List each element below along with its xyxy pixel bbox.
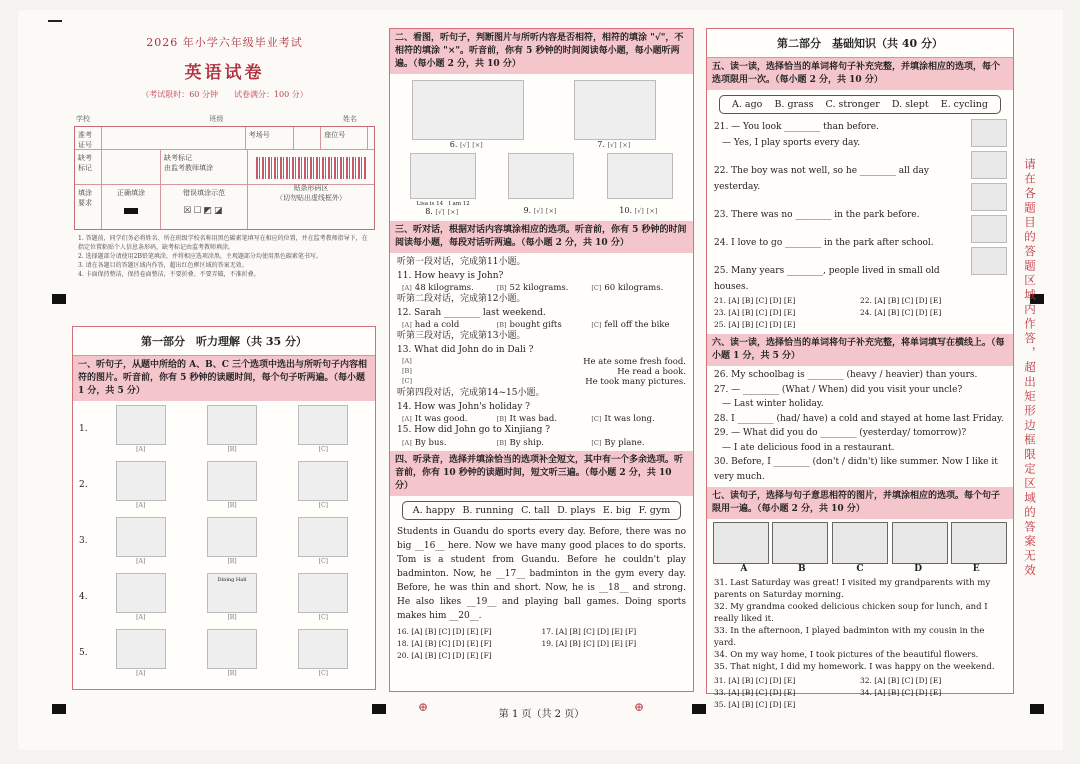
registration-mark bbox=[52, 294, 66, 304]
row-number: 2. bbox=[79, 480, 88, 490]
word-option: E. cycling bbox=[940, 99, 988, 110]
option-picture bbox=[116, 461, 166, 501]
column-left bbox=[72, 28, 377, 690]
corner-mark bbox=[48, 20, 62, 22]
note-item: 1. 答题前，同学们务必将姓名、所在班级学校名称用黑色碳素笔填写在相应的位置，并在监考教师指导下，在指定位置粘贴个人信息条形码，缺考标记由监考教师填涂。 bbox=[78, 235, 368, 251]
correct-fill-label: 正确填涂 bbox=[117, 189, 145, 197]
picture-label: E bbox=[972, 564, 980, 574]
seat-no-label: 座位号 bbox=[321, 127, 368, 149]
sticker-label: 贴条形码区 bbox=[293, 184, 329, 192]
sticker-note: （切勿贴出虚线框外） bbox=[276, 194, 346, 202]
picture-muscle bbox=[971, 119, 1007, 147]
sec3-line: 听第三段对话，完成第13小题。 bbox=[397, 331, 526, 341]
option-picture bbox=[116, 517, 166, 557]
picture-old-house bbox=[971, 247, 1007, 275]
option-label: [C] bbox=[591, 321, 602, 329]
answer-bubbles[interactable]: 35. [A] [B] [C] [D] [E] bbox=[714, 700, 796, 709]
sec6-question: — I ate delicious food in a restaurant. bbox=[722, 442, 895, 453]
option-label: [A] bbox=[402, 357, 412, 365]
picture-option[interactable] bbox=[278, 629, 369, 677]
sec5-questions bbox=[707, 119, 1013, 295]
question-22: 22. The boy was not well, so he ________ all day yesterday. bbox=[714, 166, 929, 192]
picture-d bbox=[892, 522, 948, 564]
sec4-passage: Students in Guandu do sports every day. Before, there was no big __16__ here. Now we have many good places to do sports. Tom is a student from Guandu. Before he couldn't play badminton. Now, he __17__ badminton in the gym every day. Before, he was thin and short. Now, he is __18__ and strong. He also likes __19__ and playing ball games. Doing sports makes him __20__. bbox=[397, 526, 686, 621]
word-option: A. ago bbox=[732, 99, 763, 110]
page-footer: 第 1 页（共 2 页） bbox=[498, 709, 585, 720]
picture-label: B bbox=[798, 564, 806, 574]
answer-option[interactable]: [B] 52 kilograms. bbox=[496, 283, 569, 293]
answer-option[interactable]: [C] fell off the bike bbox=[591, 320, 670, 330]
picture-option[interactable] bbox=[186, 517, 277, 565]
answer-bubbles[interactable]: 31. [A] [B] [C] [D] [E] bbox=[714, 676, 796, 685]
question-25: 25. Many years ________, people lived in small old houses. bbox=[714, 266, 940, 292]
absent-mark-box[interactable] bbox=[102, 150, 161, 184]
answer-bubbles[interactable]: 24. [A] [B] [C] [D] [E] bbox=[860, 308, 942, 317]
answer-bubbles[interactable]: 33. [A] [B] [C] [D] [E] bbox=[714, 688, 796, 697]
room-no-field[interactable] bbox=[294, 127, 321, 149]
word-option: C. stronger bbox=[825, 99, 880, 110]
picture-label: D bbox=[914, 564, 923, 574]
crosshair-icon: ⊕ bbox=[634, 700, 645, 714]
picture-c bbox=[832, 522, 888, 564]
sec2-title: 二、看图，听句子，判断图片与所听内容是否相符，相符的填涂 "√"，不相符的填涂 "×"。听音前，你有 5 秒钟的时间阅读每小题，每小题听两遍。（每小题 2 分，共 10 分） bbox=[390, 29, 693, 74]
absent-note: 缺考标记 由监考教师填涂 bbox=[161, 150, 248, 184]
answer-bubbles[interactable]: 19. [A] [B] [C] [D] [E] [F] bbox=[541, 638, 637, 648]
sec1-row bbox=[73, 513, 375, 569]
absent-mark-label: 缺考标记 bbox=[75, 150, 102, 184]
sec1-rows bbox=[73, 401, 375, 681]
sec3-line: 11. How heavy is John? bbox=[397, 270, 504, 281]
option-label: [A] bbox=[402, 284, 412, 292]
sec6-title: 六、读一读，选择恰当的单词将句子补充完整，将单词填写在横线上。（每小题 1 分，共 5 分） bbox=[707, 334, 1013, 366]
note-item: 2. 选择题部分请使用2B铅笔填涂，并将相应选项涂黑，主观题部分均使用黑色碳素笔书写。 bbox=[78, 253, 322, 260]
exam-title: 2026 年小学六年级毕业考试 bbox=[146, 36, 303, 49]
word-option: D. plays bbox=[557, 504, 596, 516]
answer-option[interactable]: [B] By ship. bbox=[496, 437, 544, 448]
option-picture bbox=[298, 461, 348, 501]
picture-sleeping bbox=[971, 151, 1007, 179]
column-right bbox=[706, 28, 1014, 709]
sec3-body bbox=[390, 253, 693, 448]
sec3-line: 听第四段对话，完成第14~15小题。 bbox=[397, 388, 545, 398]
option-label: [B] bbox=[496, 438, 507, 447]
answer-option[interactable]: [B] It was bad. bbox=[496, 414, 558, 424]
picture-option[interactable] bbox=[95, 405, 186, 453]
word-option: B. grass bbox=[774, 99, 814, 110]
sec6-question: 27. — ________ (What / When) did you visit your uncle? bbox=[714, 384, 963, 395]
name-row bbox=[76, 114, 357, 124]
picture-a bbox=[713, 522, 769, 564]
picture-cycling bbox=[971, 215, 1007, 243]
part1-box bbox=[72, 326, 376, 690]
answer-bubbles[interactable]: 25. [A] [B] [C] [D] [E] bbox=[714, 320, 796, 329]
sec1-title: 一、听句子，从题中所给的 A、B、C 三个选项中选出与所听句子内容相符的图片。听音前，你有 5 秒钟的读题时间，每个句子听两遍。（每小题 1 分，共 5 分） bbox=[73, 356, 375, 401]
option-picture bbox=[298, 573, 348, 613]
option-picture bbox=[207, 629, 257, 669]
row-number: 3. bbox=[79, 536, 88, 546]
word-option: B. running bbox=[462, 504, 514, 516]
option-label: [B] bbox=[227, 558, 237, 565]
part2-title: 第二部分 基础知识（共 40 分） bbox=[707, 29, 1013, 58]
option-picture bbox=[298, 629, 348, 669]
sec7-answers bbox=[707, 675, 1013, 711]
question-21: 21. — You look ________ than before. bbox=[714, 122, 879, 132]
option-label: [A] bbox=[402, 415, 412, 423]
option-picture bbox=[298, 517, 348, 557]
option-label: [A] bbox=[402, 438, 412, 447]
barcode-stripes bbox=[256, 157, 366, 179]
option-picture bbox=[207, 517, 257, 557]
wrong-fill bbox=[161, 185, 248, 229]
sec7-pictures bbox=[707, 519, 1013, 564]
answer-option[interactable]: [C] 60 kilograms. bbox=[591, 283, 664, 293]
picture-option[interactable] bbox=[95, 629, 186, 677]
sec4-title: 四、听录音，选择并填涂恰当的选项补全短文，其中有一个多余选项。听音前，你有 10 秒钟的读题时间，短文听三遍。（每小题 2 分，共 10 分） bbox=[390, 451, 693, 496]
option-label: [B] bbox=[402, 367, 412, 375]
sec5-options bbox=[719, 95, 1001, 114]
exam-meta: （考试限时：60 分钟 试卷满分：100 分） bbox=[141, 90, 308, 99]
house-picture bbox=[607, 153, 673, 199]
row-number: 4. bbox=[79, 592, 88, 602]
option-label: [C] bbox=[591, 438, 602, 447]
sec7-question: 32. My grandma cooked delicious chicken soup for lunch, and I really liked it. bbox=[714, 602, 988, 624]
answer-bubbles[interactable]: 17. [A] [B] [C] [D] [E] [F] bbox=[541, 626, 637, 636]
sec6-question: 29. — What did you do ________ (yesterday/ tomorrow)? bbox=[714, 428, 967, 438]
sec2-item: Lisa is 14 I am 12 8. [√] [×] bbox=[394, 153, 492, 216]
sec3-line: 12. Sarah ________ last weekend. bbox=[397, 307, 546, 318]
option-picture bbox=[207, 573, 257, 613]
sec3-line: 13. What did John do in Dali ? bbox=[397, 344, 534, 355]
sec3-line: 听第一段对话，完成第11小题。 bbox=[397, 257, 526, 267]
registration-mark bbox=[1030, 704, 1044, 714]
sec7-title: 七、读句子，选择与句子意思相符的图片，并填涂相应的选项。每个句子限用一遍。（每小题 2 分，共 10 分） bbox=[707, 487, 1013, 519]
sec6-questions bbox=[707, 366, 1013, 484]
registration-mark bbox=[692, 704, 706, 714]
option-label: [B] bbox=[227, 670, 237, 677]
info-table bbox=[74, 126, 375, 230]
swimming-picture bbox=[508, 153, 574, 199]
sec1-row bbox=[73, 457, 375, 513]
option-picture bbox=[116, 405, 166, 445]
empty-cell bbox=[248, 185, 374, 229]
sec2-item: 6. [√] [×] bbox=[394, 80, 542, 149]
picture-option[interactable] bbox=[278, 517, 369, 565]
option-picture bbox=[207, 405, 257, 445]
candidate-no-label: 准考证号 bbox=[75, 127, 102, 149]
sec7-question: 34. On my way home, I took pictures of the beautiful flowers. bbox=[714, 650, 979, 660]
sec5-pictures bbox=[971, 119, 1007, 275]
answer-bubbles[interactable]: 32. [A] [B] [C] [D] [E] bbox=[860, 676, 942, 685]
sec3-line: 14. How was John's holiday ? bbox=[397, 401, 530, 412]
picture-b bbox=[772, 522, 828, 564]
sec3-line: 15. How did John go to Xinjiang ? bbox=[397, 425, 551, 435]
answer-bubbles[interactable]: 18. [A] [B] [C] [D] [E] [F] bbox=[397, 638, 492, 648]
sec3-title: 三、听对话，根据对话内容填涂相应的选项。听音前，你有 5 秒钟的时间阅读每小题，每段对话听两遍。（每小题 2 分，共 10 分） bbox=[390, 221, 693, 253]
sec3-option[interactable]: [A] He ate some fresh food. bbox=[402, 357, 686, 367]
wrong-fill-label: 错误填涂示范 bbox=[183, 189, 225, 197]
seat-no-field[interactable] bbox=[368, 127, 374, 149]
classroom-picture bbox=[412, 80, 524, 140]
sec2-item: 9. [√] [×] bbox=[492, 153, 590, 216]
picture-e bbox=[951, 522, 1007, 564]
sec4-answers bbox=[390, 626, 693, 662]
sec2-row1 bbox=[390, 74, 693, 149]
fill-req-label: 填涂要求 bbox=[75, 185, 102, 229]
answer-option[interactable]: [B] bought gifts bbox=[496, 320, 562, 330]
sec3-option[interactable]: [B] He read a book. bbox=[402, 367, 686, 377]
picture-option[interactable] bbox=[95, 573, 186, 621]
picture-option[interactable] bbox=[186, 461, 277, 509]
correct-fill bbox=[102, 185, 161, 229]
class-label: 班级 bbox=[209, 115, 224, 123]
answer-option[interactable]: [C] By plane. bbox=[591, 437, 645, 448]
sec3-options bbox=[390, 438, 693, 448]
registration-mark bbox=[52, 704, 66, 714]
sec6-question: 28. I ________ (had/ have) a cold and stayed at home last Friday. bbox=[714, 413, 1004, 424]
word-option: F. gym bbox=[638, 504, 671, 516]
sec6-question: — Last winter holiday. bbox=[722, 399, 824, 409]
sec2-item: 10. [√] [×] bbox=[591, 153, 689, 216]
answer-option[interactable]: [A] 48 kilograms. bbox=[402, 283, 474, 293]
picture-option[interactable] bbox=[186, 405, 277, 453]
part1-title: 第一部分 听力理解（共 35 分） bbox=[73, 327, 375, 356]
sec3-line: 听第二段对话，完成第12小题。 bbox=[397, 294, 526, 304]
picture-grass bbox=[971, 183, 1007, 211]
answer-bubbles[interactable]: 22. [A] [B] [C] [D] [E] bbox=[860, 296, 942, 305]
sec2-item: 7. [√] [×] bbox=[542, 80, 690, 149]
sec7-labels bbox=[707, 564, 1013, 574]
answer-bubbles[interactable]: 23. [A] [B] [C] [D] [E] bbox=[714, 308, 796, 317]
answer-option[interactable]: [A] had a cold bbox=[402, 320, 460, 330]
answer-bubbles[interactable]: 34. [A] [B] [C] [D] [E] bbox=[860, 688, 942, 697]
option-label: [A] bbox=[136, 502, 146, 509]
sec3-options bbox=[390, 414, 693, 424]
two-girls-picture bbox=[410, 153, 476, 199]
option-label: [C] bbox=[318, 446, 328, 453]
filled-mark-icon bbox=[124, 208, 138, 214]
sec3-options bbox=[390, 320, 693, 330]
option-label: [B] bbox=[227, 614, 237, 621]
picture-option[interactable] bbox=[95, 461, 186, 509]
row-number: 5. bbox=[79, 648, 88, 658]
picture-label: C bbox=[856, 564, 864, 574]
option-label: [A] bbox=[136, 446, 146, 453]
sec3-options bbox=[390, 283, 693, 293]
sec1-row bbox=[73, 569, 375, 625]
sec1-row bbox=[73, 625, 375, 681]
picture-option[interactable] bbox=[278, 405, 369, 453]
picture-option[interactable] bbox=[95, 517, 186, 565]
option-label: [C] bbox=[318, 670, 328, 677]
word-option: D. slept bbox=[891, 99, 929, 110]
column-middle bbox=[389, 28, 694, 692]
option-label: [C] bbox=[591, 284, 602, 292]
sec2-row2 bbox=[390, 149, 693, 216]
picture-option[interactable] bbox=[278, 573, 369, 621]
candidate-no-field[interactable] bbox=[102, 127, 246, 149]
question-21-reply: — Yes, I play sports every day. bbox=[722, 138, 861, 148]
answer-option[interactable]: [A] By bus. bbox=[402, 437, 447, 448]
crosshair-icon: ⊕ bbox=[418, 700, 429, 714]
barcode-area bbox=[248, 150, 374, 202]
wrong-fill-examples-icon: ☒☐◩◪ bbox=[183, 206, 225, 216]
room-no-label: 考场号 bbox=[246, 127, 295, 149]
answer-option[interactable]: [C] It was long. bbox=[591, 414, 655, 424]
subject-title: 英语试卷 bbox=[184, 63, 265, 83]
sec7-questions bbox=[707, 574, 1013, 673]
word-option: A. happy bbox=[412, 504, 455, 516]
option-label: [C] bbox=[402, 377, 413, 385]
option-label: [B] bbox=[496, 321, 507, 329]
sec6-question: 30. Before, I ________ (don't / didn't) like summer. Now I like it very much. bbox=[714, 457, 998, 482]
question-23: 23. There was no ________ in the park before. bbox=[714, 210, 920, 220]
note-item: 3. 请在各题目的答题区域内作答，超出红色框区域的答案无效。 bbox=[78, 262, 248, 269]
answer-bubbles[interactable]: 20. [A] [B] [C] [D] [E] [F] bbox=[397, 650, 492, 660]
word-option: C. tall bbox=[521, 504, 550, 516]
picture-option[interactable] bbox=[278, 461, 369, 509]
option-label: [C] bbox=[591, 415, 602, 423]
option-label: [A] bbox=[136, 670, 146, 677]
option-label: [B] bbox=[496, 415, 507, 423]
answer-bubbles[interactable]: 21. [A] [B] [C] [D] [E] bbox=[714, 296, 796, 305]
answer-option[interactable]: [A] It was good. bbox=[402, 414, 468, 424]
option-label: [B] bbox=[227, 446, 237, 453]
name-label: 姓名 bbox=[343, 115, 357, 123]
sec5-answers bbox=[707, 295, 1013, 331]
sec3-option[interactable]: [C] He took many pictures. bbox=[402, 377, 686, 387]
option-picture bbox=[298, 405, 348, 445]
word-option: E. big bbox=[602, 504, 632, 516]
sec7-question: 33. In the afternoon, I played badminton with my cousin in the yard. bbox=[714, 626, 985, 648]
option-label: [C] bbox=[318, 614, 328, 621]
option-label: [A] bbox=[136, 558, 146, 565]
question-24: 24. I love to go ________ in the park after school. bbox=[714, 238, 934, 248]
answer-bubbles[interactable]: 16. [A] [B] [C] [D] [E] [F] bbox=[397, 626, 492, 636]
option-picture bbox=[116, 629, 166, 669]
picture-option[interactable] bbox=[186, 629, 277, 677]
sec4-options bbox=[402, 501, 681, 520]
sec1-row bbox=[73, 401, 375, 457]
instructions bbox=[72, 230, 377, 283]
option-label: [C] bbox=[318, 558, 328, 565]
registration-mark bbox=[372, 704, 386, 714]
option-label: [A] bbox=[402, 321, 412, 329]
note-item: 4. 卡面保持整洁，保持卷面整洁，不要折叠、不要弄破，不准折叠。 bbox=[78, 271, 260, 278]
side-warning: 请在各题目的答题区域内作答，超出矩形边框限定区域的答案无效 bbox=[1023, 158, 1037, 579]
school-label: 学校 bbox=[76, 115, 90, 123]
sec6-question: 26. My schoolbag is ________ (heavy / heavier) than yours. bbox=[714, 370, 978, 380]
mopping-picture bbox=[574, 80, 656, 140]
option-picture bbox=[207, 461, 257, 501]
sec7-question: 35. That night, I did my homework. I was happy on the weekend. bbox=[714, 662, 995, 672]
option-label: [B] bbox=[496, 284, 507, 292]
sec5-body bbox=[707, 119, 1013, 295]
picture-label: A bbox=[740, 564, 748, 574]
sec5-title: 五、读一读，选择恰当的单词将句子补充完整，并填涂相应的选项，每个选项限用一次。（每小题 2 分，共 10 分） bbox=[707, 58, 1013, 90]
option-label: [C] bbox=[318, 502, 328, 509]
sign-text: Dining Hall bbox=[217, 577, 247, 583]
option-picture bbox=[116, 573, 166, 613]
option-label: [A] bbox=[136, 614, 146, 621]
row-number: 1. bbox=[79, 424, 88, 434]
option-label: [B] bbox=[227, 502, 237, 509]
sec7-question: 31. Last Saturday was great! I visited my grandparents with my parents on Saturday morning. bbox=[714, 578, 991, 600]
picture-option[interactable] bbox=[186, 573, 277, 621]
